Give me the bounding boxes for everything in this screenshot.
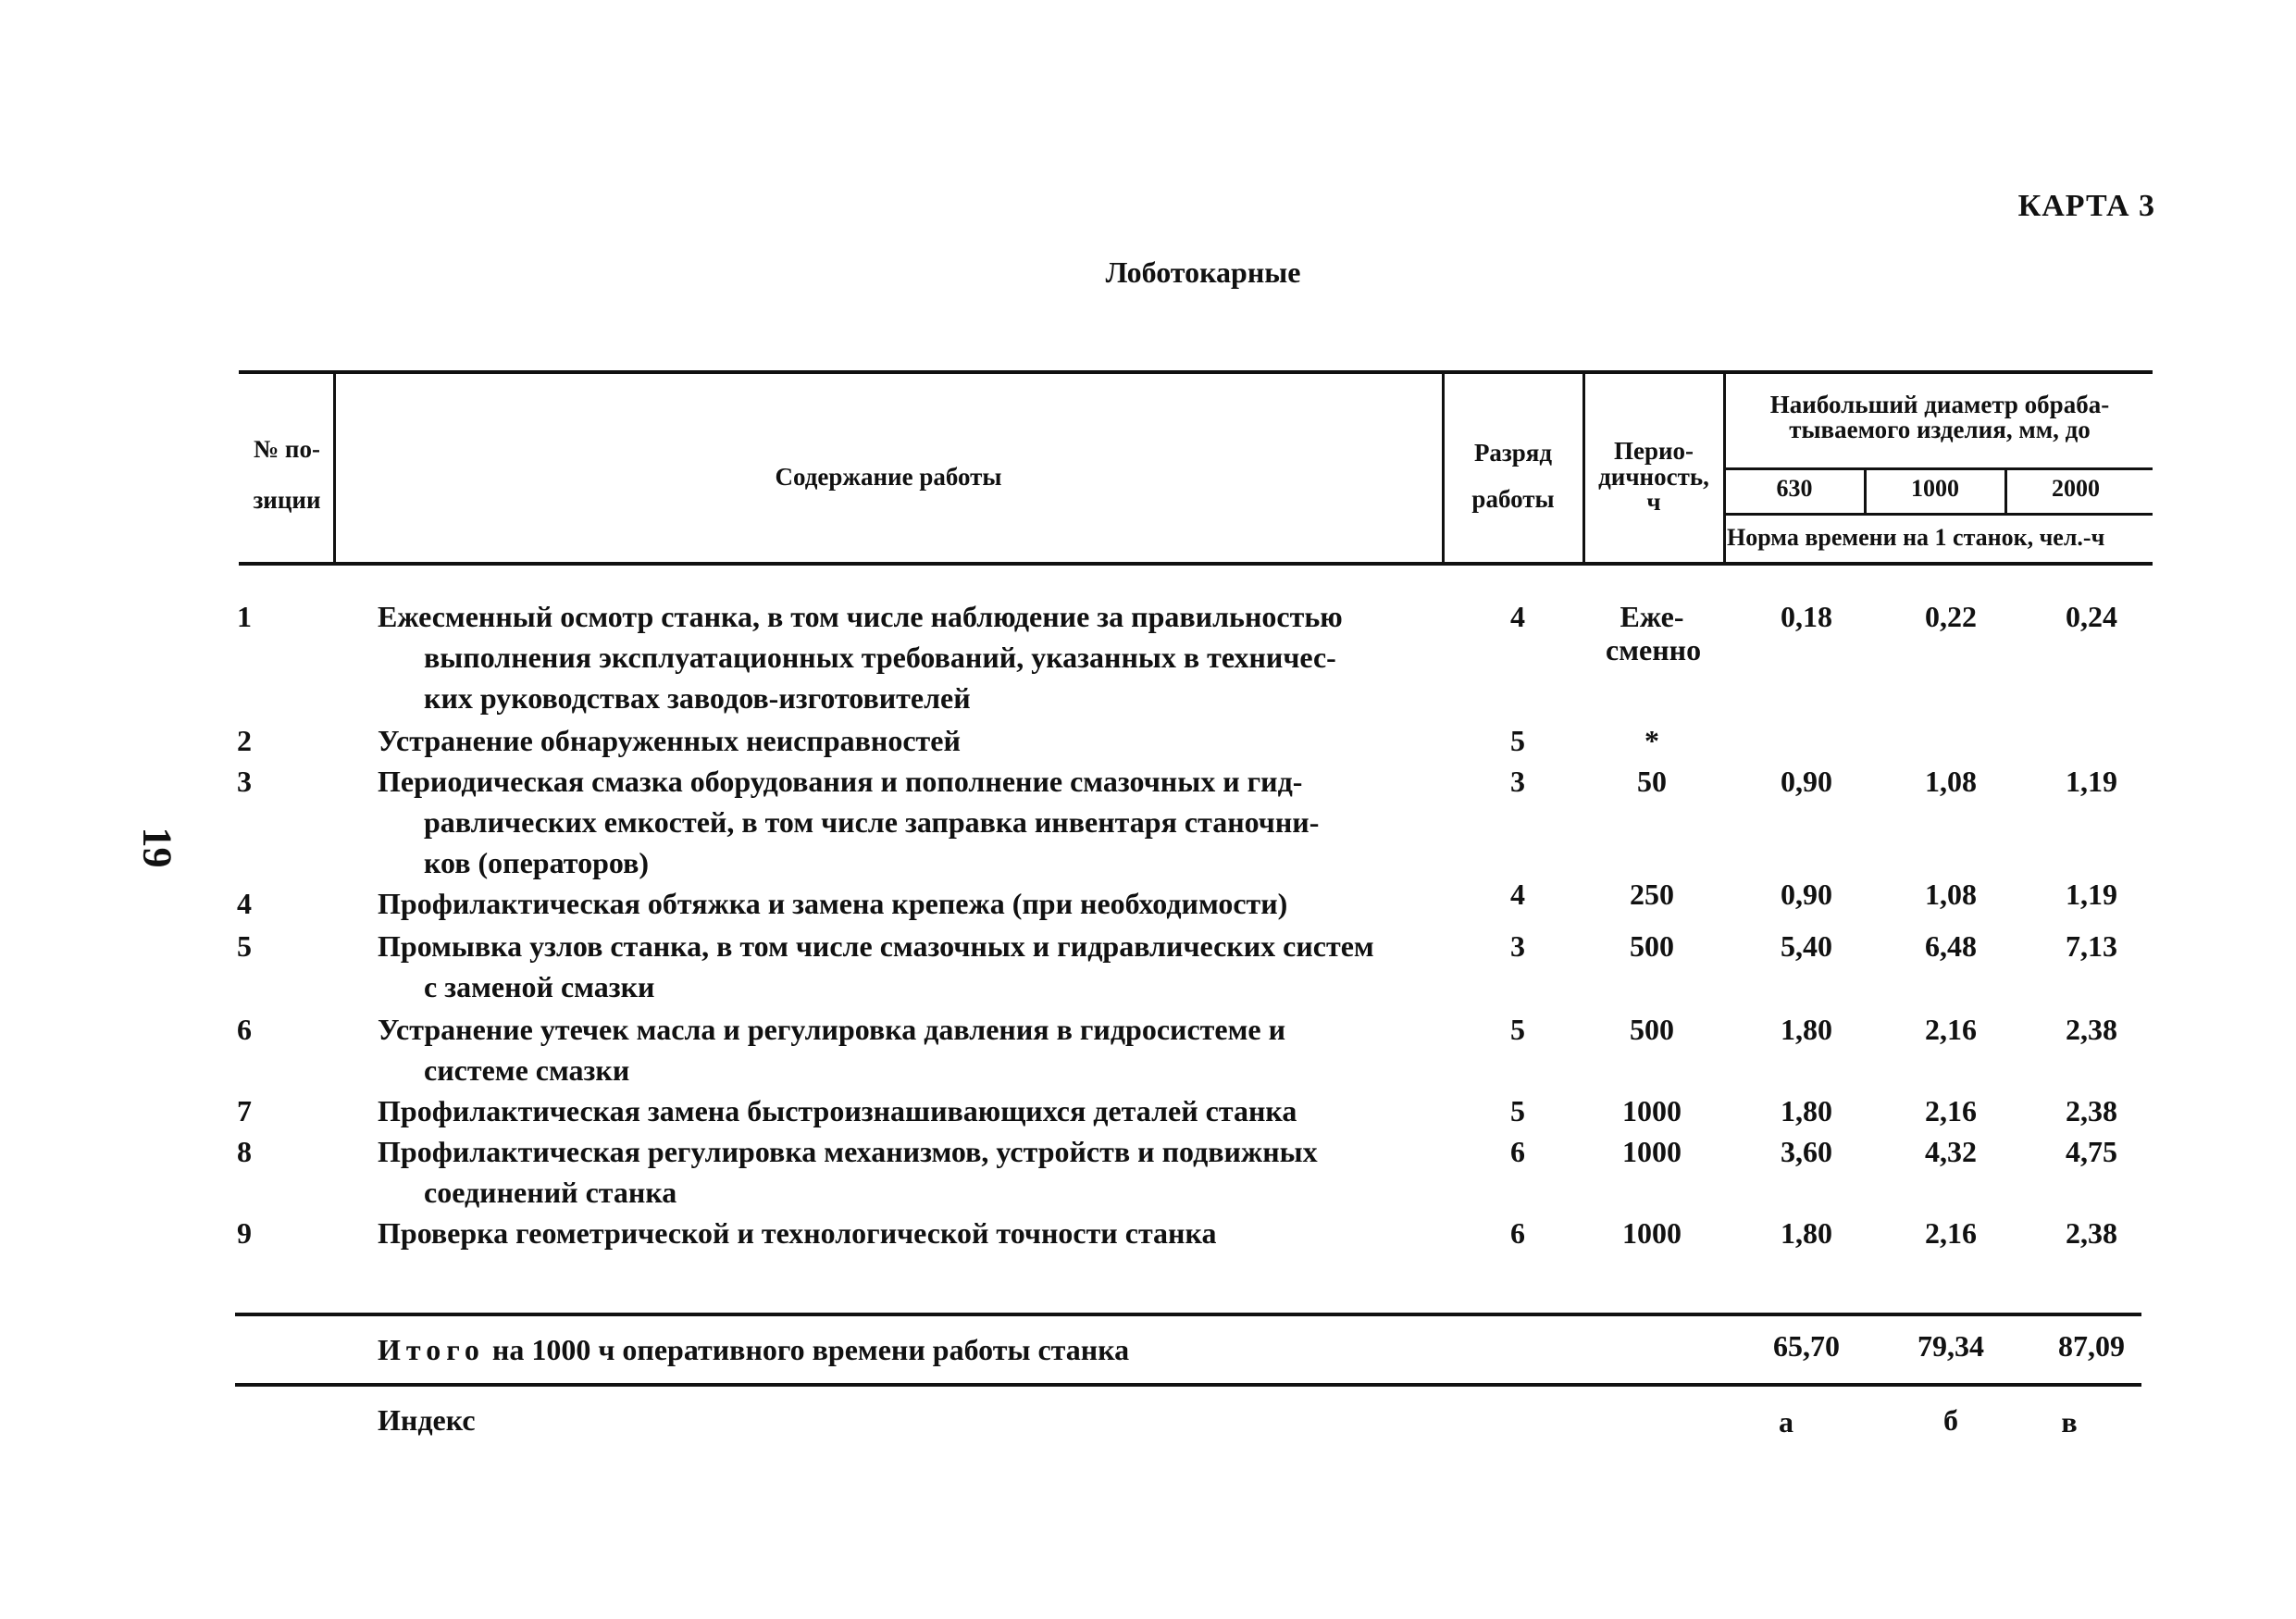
row-period: 50 — [1637, 765, 1667, 798]
row-line: равлических емкостей, в том числе заправка инвентаря станочни- — [424, 805, 1320, 839]
row-value-630: 1,80 — [1781, 1216, 1832, 1250]
row-line: Профилактическая регулировка механизмов, устройств и подвижных — [378, 1135, 1318, 1168]
row-value-630: 0,90 — [1781, 878, 1832, 911]
row-line: ких руководствах заводов-изготовителей — [424, 681, 971, 715]
header-period-3: ч — [1646, 488, 1661, 516]
total-value-1000: 79,34 — [1917, 1329, 1984, 1363]
row-period: 1000 — [1622, 1216, 1682, 1250]
header-grade-2: работы — [1471, 485, 1555, 513]
header-content: Содержание работы — [775, 463, 1002, 491]
row-value-1000: 2,16 — [1925, 1013, 1977, 1046]
row-num: 4 — [237, 887, 252, 920]
row-content — [378, 926, 1414, 1007]
row-content: Проверка геометрической и технологической точности станка — [378, 1216, 1217, 1250]
header-divider-2 — [1442, 373, 1445, 564]
row-content: Устранение обнаруженных неисправностей — [378, 724, 961, 757]
total-bottom-rule — [235, 1383, 2141, 1387]
header-period-1: Перио- — [1613, 437, 1694, 465]
row-num: 2 — [237, 724, 252, 757]
row-grade: 4 — [1510, 600, 1525, 633]
row-value-630: 5,40 — [1781, 929, 1832, 963]
header-diameter-2: тываемого изделия, мм, до — [1789, 416, 2091, 443]
row-grade: 5 — [1510, 724, 1525, 757]
row-value-2000: 7,13 — [2066, 929, 2117, 963]
total-label — [378, 1329, 1129, 1370]
row-period-line: Еже- — [1620, 600, 1684, 633]
row-period: 250 — [1630, 878, 1674, 911]
header-grade-1: Разряд — [1473, 439, 1553, 467]
row-period: 1000 — [1622, 1094, 1682, 1127]
row-value-1000: 2,16 — [1925, 1216, 1977, 1250]
row-value-630: 1,80 — [1781, 1013, 1832, 1046]
total-top-rule — [235, 1313, 2141, 1316]
row-grade: 4 — [1510, 878, 1525, 911]
row-line: Ежесменный осмотр станка, в том числе наблюдение за правильностью — [378, 600, 1343, 633]
row-value-2000: 0,24 — [2066, 600, 2117, 633]
index-label: Индекс — [378, 1403, 476, 1437]
row-value-1000: 6,48 — [1925, 929, 1977, 963]
page-title: Лоботокарные — [1105, 255, 1301, 289]
row-num: 6 — [237, 1013, 252, 1046]
row-value-2000: 1,19 — [2066, 878, 2117, 911]
header-sub-rule-2 — [1723, 513, 2153, 516]
header-diameter-1: Наибольший диаметр обраба- — [1769, 391, 2110, 418]
row-line: выполнения эксплуатационных требований, указанных в техничес- — [424, 641, 1336, 674]
row-content: Профилактическая замена быстроизнашивающихся деталей станка — [378, 1094, 1297, 1127]
header-d2: 1000 — [1911, 475, 1959, 502]
header-d3: 2000 — [2052, 475, 2100, 502]
row-line: Периодическая смазка оборудования и пополнение смазочных и гид- — [378, 765, 1303, 798]
total-label-rest: на 1000 ч оперативного времени работы станка — [484, 1333, 1130, 1366]
row-value-630: 0,18 — [1781, 600, 1832, 633]
header-period-2: дичность, — [1598, 463, 1709, 491]
row-value-630: 0,90 — [1781, 765, 1832, 798]
header-divider-6 — [2004, 467, 2007, 514]
row-grade: 6 — [1510, 1135, 1525, 1168]
header-divider-5 — [1864, 467, 1867, 514]
row-num: 7 — [237, 1094, 252, 1127]
row-num: 8 — [237, 1135, 252, 1168]
row-value-2000: 2,38 — [2066, 1216, 2117, 1250]
row-grade: 5 — [1510, 1094, 1525, 1127]
row-value-1000: 2,16 — [1925, 1094, 1977, 1127]
row-value-1000: 1,08 — [1925, 765, 1977, 798]
header-top-rule — [239, 370, 2153, 374]
row-content — [378, 596, 1414, 718]
row-value-2000: 4,75 — [2066, 1135, 2117, 1168]
row-line: ков (операторов) — [424, 846, 649, 879]
page-number: 19 — [134, 827, 180, 868]
row-value-630: 3,60 — [1781, 1135, 1832, 1168]
row-value-1000: 0,22 — [1925, 600, 1977, 633]
header-bottom-rule — [239, 562, 2153, 566]
row-value-630: 1,80 — [1781, 1094, 1832, 1127]
header-divider-3 — [1582, 373, 1585, 564]
row-period-line: сменно — [1606, 633, 1702, 666]
row-line: системе смазки — [424, 1053, 630, 1087]
row-content: Профилактическая обтяжка и замена крепежа (при необходимости) — [378, 887, 1288, 920]
row-value-1000: 1,08 — [1925, 878, 1977, 911]
row-grade: 6 — [1510, 1216, 1525, 1250]
row-line: с заменой смазки — [424, 970, 655, 1003]
header-d1: 630 — [1776, 475, 1813, 502]
row-num: 9 — [237, 1216, 252, 1250]
row-period: 500 — [1630, 929, 1674, 963]
header-sub-rule-1 — [1723, 467, 2153, 470]
row-period: * — [1644, 724, 1659, 757]
row-line: Промывка узлов станка, в том числе смазочных и гидравлических систем — [378, 929, 1374, 963]
row-line: Устранение утечек масла и регулировка давления в гидросистеме и — [378, 1013, 1286, 1046]
row-num: 5 — [237, 929, 252, 963]
row-line: соединений станка — [424, 1176, 677, 1209]
row-content — [378, 761, 1414, 883]
header-norm: Норма времени на 1 станок, чел.-ч — [1727, 524, 2105, 551]
row-num: 3 — [237, 765, 252, 798]
header-divider-1 — [333, 373, 336, 564]
row-num: 1 — [237, 600, 252, 633]
total-label-spaced: Итого — [378, 1333, 485, 1366]
row-period — [1606, 600, 1702, 666]
header-position-2: зиции — [253, 486, 321, 514]
row-grade: 5 — [1510, 1013, 1525, 1046]
row-period: 500 — [1630, 1013, 1674, 1046]
row-value-2000: 2,38 — [2066, 1094, 2117, 1127]
card-label: КАРТА 3 — [2017, 189, 2155, 223]
index-value-630: а — [1779, 1405, 1793, 1438]
total-value-630: 65,70 — [1773, 1329, 1840, 1363]
index-value-2000: в — [2061, 1405, 2078, 1438]
row-period: 1000 — [1622, 1135, 1682, 1168]
row-value-1000: 4,32 — [1925, 1135, 1977, 1168]
index-value-1000: б — [1943, 1403, 1958, 1437]
row-content — [378, 1009, 1414, 1090]
row-value-2000: 1,19 — [2066, 765, 2117, 798]
total-value-2000: 87,09 — [2058, 1329, 2125, 1363]
row-grade: 3 — [1510, 765, 1525, 798]
row-content — [378, 1131, 1414, 1213]
row-value-2000: 2,38 — [2066, 1013, 2117, 1046]
row-grade: 3 — [1510, 929, 1525, 963]
header-position-1: № по- — [254, 435, 320, 463]
